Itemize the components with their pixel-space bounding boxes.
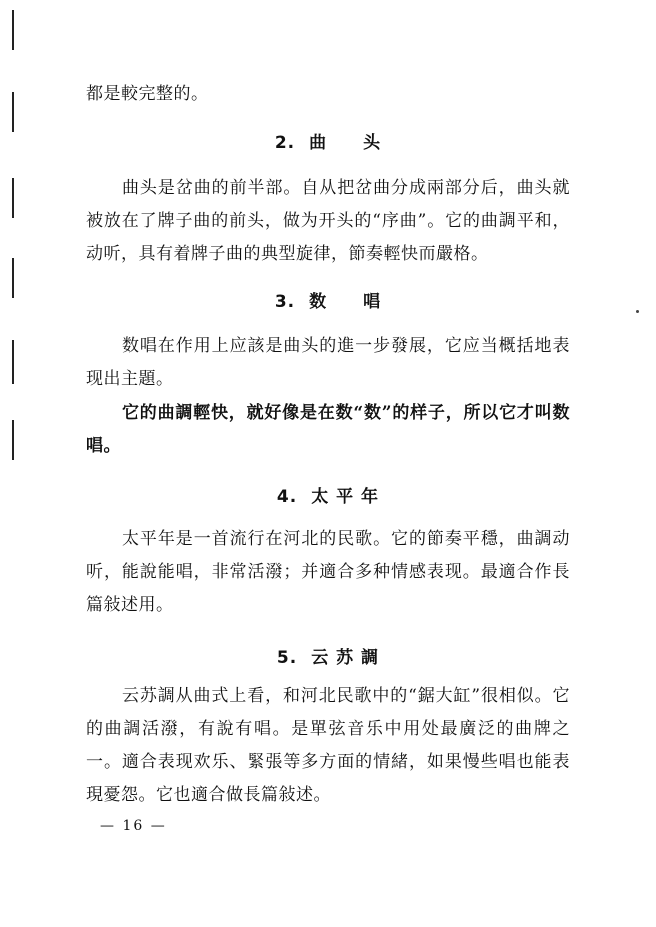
section-title: 云 苏 調 [311,648,380,668]
section-number: 3. [274,292,296,312]
section-heading-5 [0,643,656,668]
page-number: — 16 — [100,818,167,834]
margin-mark [12,10,14,50]
section-paragraph: 云苏調从曲式上看，和河北民歌中的“鋸大缸”很相似。它的曲調活潑，有說有唱。是單弦音乐中用处最廣泛的曲牌之一。適合表现欢乐、緊張等多方面的情緒，如果慢些唱也能表現憂怨。它也適合做長篇敍述。 [86,686,570,805]
section-paragraph: 数唱在作用上应該是曲头的進一步發展，它应当概括地表现出主題。 [86,336,570,389]
section-paragraph: 太平年是一首流行在河北的民歌。它的節奏平穩，曲調动听，能說能唱，非常活潑；并適合多种情感表现。最適合作長篇敍述用。 [86,529,570,615]
intro-tail: 都是較完整的。 [86,84,209,104]
section-number: 5. [276,648,298,668]
section-number: 4. [276,487,298,507]
section-title: 曲 头 [309,133,382,153]
margin-mark [12,92,14,132]
section-title: 数 唱 [309,292,382,312]
section-heading-3 [0,287,656,312]
margin-mark [12,340,14,384]
margin-mark [12,178,14,218]
section-heading-2 [0,128,656,153]
section-paragraph: 它的曲調輕快，就好像是在数“数”的样子，所以它才叫数唱。 [86,403,570,456]
section-heading-4 [0,482,656,507]
section-title: 太 平 年 [311,487,380,507]
section-paragraph: 曲头是岔曲的前半部。自从把岔曲分成兩部分后，曲头就被放在了牌子曲的前头，做为开头的“序曲”。它的曲調平和，动听，具有着牌子曲的典型旋律，節奏輕快而嚴格。 [86,178,570,264]
section-number: 2. [274,133,296,153]
margin-mark [12,420,14,460]
